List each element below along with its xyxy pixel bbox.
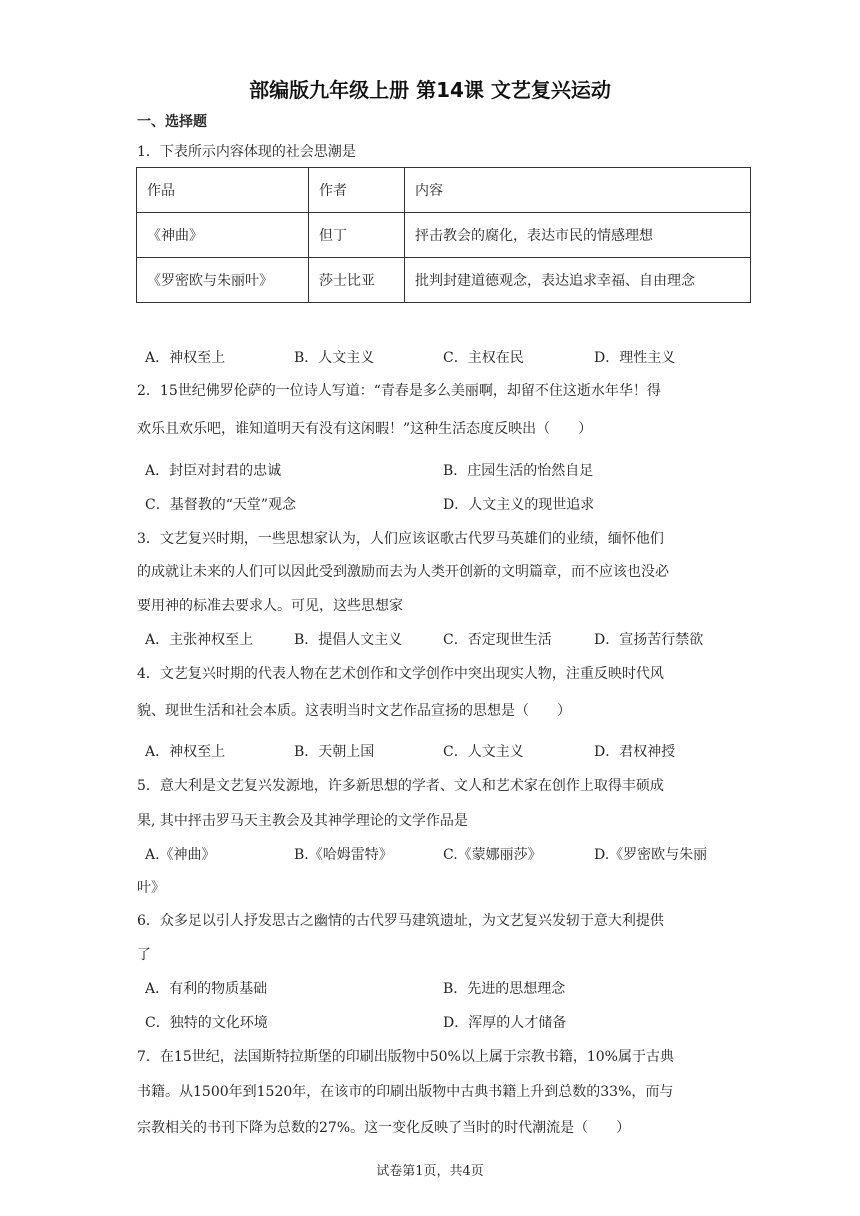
question-3-option-b: B．提倡人文主义: [294, 632, 403, 648]
page-title: 部编版九年级上册 第14课 文艺复兴运动: [249, 78, 611, 102]
question-2-line: 欢乐且欢乐吧，谁知道明天有没有这闲暇！”这种生活态度反映出（ ）: [137, 421, 593, 437]
table-cell: 抨击教会的腐化，表达市民的情感理想: [405, 213, 751, 258]
question-6-option-d: D．浑厚的人才储备: [443, 1015, 567, 1031]
table-cell: 但丁: [309, 213, 405, 258]
question-1-option-c: C．主权在民: [443, 350, 524, 366]
question-5-option-d: D.《罗密欧与朱丽: [594, 847, 708, 863]
question-5-option-a: A.《神曲》: [145, 847, 216, 863]
question-1-option-a: A．神权至上: [145, 350, 226, 366]
table-header-row: [137, 168, 751, 213]
question-2-option-a: A．封臣对封君的忠诚: [145, 463, 282, 479]
question-7-line: 书籍。从1500年到1520年，在该市的印刷出版物中古典书籍上升到总数的33%，而与: [137, 1084, 674, 1100]
question-1-stem: 1．下表所示内容体现的社会思潮是: [137, 144, 356, 160]
question-5-line: 5．意大利是文艺复兴发源地，许多新思想的学者、文人和艺术家在创作上取得丰硕成: [137, 778, 664, 794]
table-header-cell: 作者: [309, 168, 405, 213]
question-4-option-b: B．天朝上国: [294, 744, 375, 760]
question-6-option-a: A．有利的物质基础: [145, 981, 268, 997]
section-heading: 一、选择题: [137, 114, 207, 130]
question-4-option-c: C．人文主义: [443, 744, 524, 760]
question-6-line: 6．众多足以引人抒发思古之幽情的古代罗马建筑遗址，为文艺复兴发轫于意大利提供: [137, 913, 664, 929]
table-header-cell: 内容: [405, 168, 751, 213]
question-1-option-d: D．理性主义: [594, 350, 676, 366]
table-cell: 《神曲》: [137, 213, 309, 258]
question-5-line: 果, 其中抨击罗马天主教会及其神学理论的文学作品是: [137, 813, 468, 829]
page-footer: 试卷第1页，共4页: [376, 1164, 484, 1179]
question-3-option-c: C．否定现世生活: [443, 632, 552, 648]
table-cell: 莎士比亚: [309, 258, 405, 303]
question-6-option-b: B．先进的思想理念: [443, 981, 566, 997]
question-3-line: 3．文艺复兴时期，一些思想家认为，人们应该讴歌古代罗马英雄们的业绩，缅怀他们: [137, 531, 664, 547]
question-7-line: 宗教相关的书刊下降为总数的27%。这一变化反映了当时的时代潮流是（ ）: [137, 1120, 631, 1136]
table-cell: 《罗密欧与朱丽叶》: [137, 258, 309, 303]
question-4-option-a: A．神权至上: [145, 744, 226, 760]
question-3-line: 的成就让未来的人们可以因此受到激励而去为人类开创新的文明篇章，而不应该也没必: [137, 564, 669, 580]
question-2-option-c: C．基督教的“天堂”观念: [145, 497, 297, 513]
question-2-line: 2．15世纪佛罗伦萨的一位诗人写道：“青春是多么美丽啊，却留不住这逝水年华！得: [137, 383, 661, 399]
question-3-line: 要用神的标准去要求人。可见，这些思想家: [137, 598, 403, 614]
question-7-line: 7．在15世纪，法国斯特拉斯堡的印刷出版物中50%以上属于宗教书籍，10%属于古典: [137, 1049, 674, 1065]
question-1-option-b: B．人文主义: [294, 350, 375, 366]
question-5-option-d-wrap: 叶》: [137, 880, 165, 896]
table-row: [137, 213, 751, 258]
question-3-option-a: A．主张神权至上: [145, 632, 254, 648]
question-2-option-b: B．庄园生活的怡然自足: [443, 463, 594, 479]
question-5-option-b: B.《哈姆雷特》: [294, 847, 393, 863]
question-6-option-c: C．独特的文化环境: [145, 1015, 268, 1031]
question-4-line: 貌、现世生活和社会本质。这表明当时文艺作品宣扬的思想是（ ）: [137, 703, 571, 719]
table-row: [137, 258, 751, 303]
table-header-cell: 作品: [137, 168, 309, 213]
question-3-option-d: D．宣扬苦行禁欲: [594, 632, 704, 648]
table-cell: 批判封建道德观念，表达追求幸福、自由理念: [405, 258, 751, 303]
question-5-option-c: C.《蒙娜丽莎》: [443, 847, 542, 863]
question-4-line: 4．文艺复兴时期的代表人物在艺术创作和文学创作中突出现实人物，注重反映时代风: [137, 666, 664, 682]
question-1-table: [136, 167, 751, 303]
question-2-option-d: D．人文主义的现世追求: [443, 497, 595, 513]
question-4-option-d: D．君权神授: [594, 744, 676, 760]
question-6-line: 了: [137, 947, 151, 963]
